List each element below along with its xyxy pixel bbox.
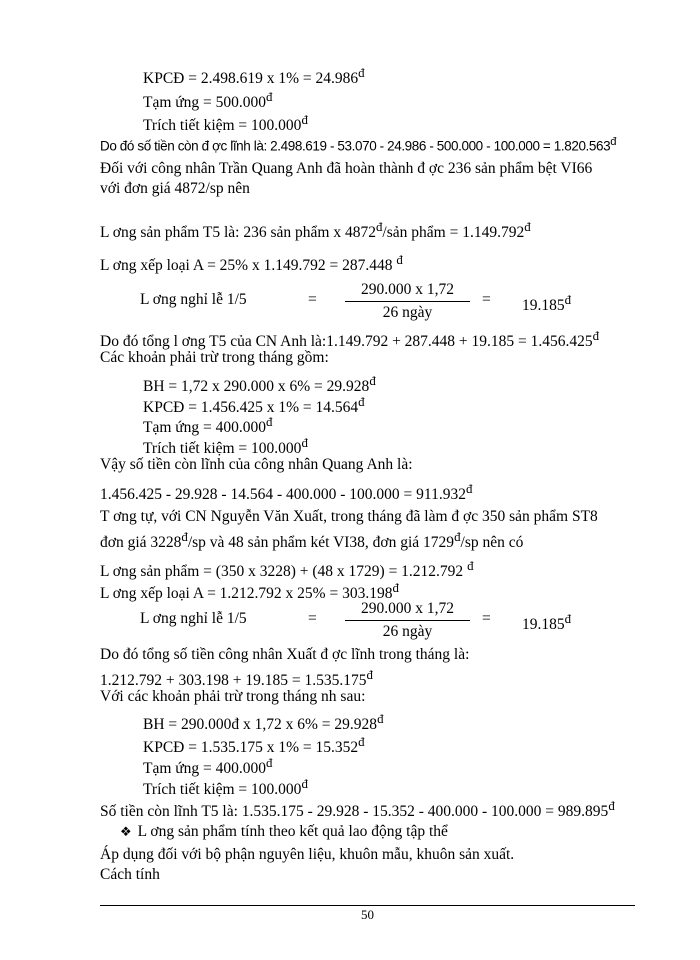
text-line: Tạm ứng = $400.000^đ$ [143, 414, 273, 437]
text-line: Do đó tổng l ơng T5 của CN Anh là:1.149.792 + $287.448 + 19.185 = 1.456.425^đ$ [100, 328, 600, 351]
text-line: BH = 290.000đ x 1,72 x $6\% = 29.928^đ$ [143, 711, 384, 734]
text-line: Tạm ứng = $500.000^đ$ [143, 89, 273, 112]
formula-equals: = [482, 610, 491, 627]
text-line: Các khoản phải trừ trong tháng gồm: [100, 349, 329, 366]
section-heading: ❖ L ơng sản phẩm tính theo kết quả lao động tập thể [120, 823, 448, 840]
text-line: Vậy số tiền còn lĩnh của công nhân Quang Anh là: [100, 456, 413, 473]
text-line: L ơng sản phẩm = (350 x 3228) + (48 x 1729) = 1.212.792 $^đ$ [100, 558, 474, 581]
text-line: L ơng sản phẩm T5 là: 236 sản phẩm x $4872^đ$/sản phẩm = $1.149.792^đ$ [100, 219, 531, 242]
text-line: Đối với công nhân Trần Quang Anh đã hoàn thành đ ợc 236 sản phẩm bệt VI66 [100, 160, 593, 177]
text-line: Với các khoản phải trừ trong tháng nh sau: [100, 688, 366, 705]
formula-result: $19.185^đ$ [522, 611, 572, 634]
text-line: $1.456.425 - 29.928 - 14.564 - 400.000 - 100.000 = 911.932^đ$ [100, 481, 473, 504]
footer-rule [100, 905, 635, 906]
text-line: Trích tiết kiệm = $100.000^đ$ [143, 776, 308, 799]
text-line: $1.212.792 + 303.198 + 19.185 = 1.535.175^đ$ [100, 667, 373, 690]
text-line: T ơng tự, với CN Nguyễn Văn Xuất, trong tháng đã làm đ ợc 350 sản phẩm ST8 [100, 508, 598, 525]
text-line: BH = 1,72 x 290.000 x $6\% = 29.928^đ$ [143, 373, 376, 396]
fraction-denominator: 26 ngày [382, 623, 433, 640]
page-number: 50 [361, 907, 374, 922]
text-line: Số tiền còn lĩnh T5 là: $1.535.175 - 29.928 - 15.352 - 400.000 - 100.000 = 989.895^đ$ [100, 798, 615, 821]
formula-result: $19.185^đ$ [522, 292, 572, 315]
formula-equals: = [308, 291, 317, 308]
text-line: Tạm ứng = $400.000^đ$ [143, 755, 273, 778]
text-line: Áp dụng đối với bộ phận nguyên liệu, khuôn mẫu, khuôn sản xuất. [100, 846, 515, 863]
text-line: L ơng xếp loại A = 1.212.792 x $25\% = 303.198^đ$ [100, 580, 399, 603]
text-line: L ơng xếp loại A = 25% x 1.149.792 = 287.448 $^đ$ [100, 252, 403, 275]
formula-fraction [345, 281, 470, 322]
text-line: với đơn giá 4872/sp nên [100, 180, 250, 197]
fraction-numerator: 290.000 x 1,72 [345, 281, 470, 302]
text-line: Do đó số tiền còn đ ợc lĩnh là: $2.498.619 - 53.070 - 24.986 - 500.000 - 100.000 = 1.820.563^đ$ [100, 136, 617, 154]
text-line: Trích tiết kiệm = $100.000^đ$ [143, 112, 308, 135]
text-line: Do đó tổng số tiền công nhân Xuất đ ợc lĩnh trong tháng là: [100, 646, 470, 663]
formula-equals: = [482, 291, 491, 308]
formula-fraction [345, 600, 470, 641]
fraction-numerator: 290.000 x 1,72 [345, 600, 470, 621]
diamond-bullet-icon: ❖ [120, 824, 132, 839]
fraction-denominator: 26 ngày [382, 304, 433, 321]
formula-label: L ơng nghỉ lễ 1/5 [140, 291, 247, 308]
text-line: KPCĐ = 1.535.175 x $1\% = 15.352^đ$ [143, 734, 365, 757]
text-line: đơn giá $3228^đ/sp$ và 48 sản phẩm két VI38, đơn giá $1729^đ/sp$ nên có [100, 529, 524, 552]
text-line: KPCĐ = 1.456.425 x $1\% = 14.564^đ$ [143, 394, 365, 417]
formula-label: L ơng nghỉ lễ 1/5 [140, 610, 247, 627]
formula-equals: = [308, 610, 317, 627]
text-line: Trích tiết kiệm = $100.000^đ$ [143, 435, 308, 458]
text-line: KPCĐ = 2.498.619 x $1\% = 24.986^đ$ [143, 65, 365, 88]
text-line: Cách tính [100, 866, 160, 883]
